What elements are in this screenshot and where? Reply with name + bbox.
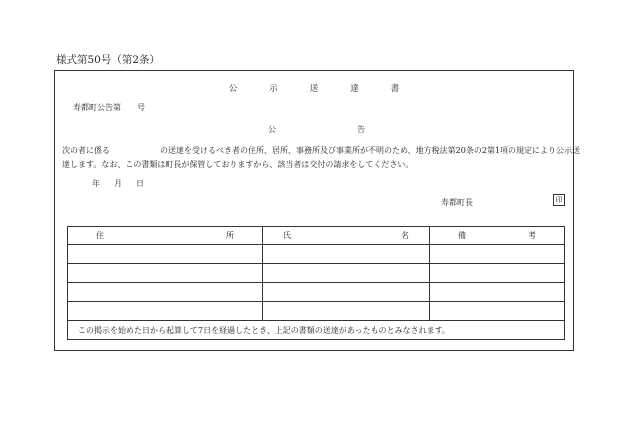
name-cell: [263, 283, 430, 302]
form-number-label: 様式第50号（第2条）: [56, 54, 161, 66]
address-cell: [68, 245, 263, 264]
seal-char: 印: [555, 196, 563, 204]
title-char: 達: [350, 84, 359, 94]
name-cell: [263, 264, 430, 283]
body-line-2: 達します。なお、この書類は町長が保管しておりますから、該当者は交付の請求をしてください。: [62, 160, 414, 169]
table-row: [68, 245, 565, 264]
header-name: 氏 名: [263, 227, 430, 245]
title-char: 公: [228, 84, 238, 94]
remarks-cell: [430, 264, 565, 283]
notice-number: 寿都町公告第 号: [73, 103, 145, 112]
remarks-cell: [430, 245, 565, 264]
table-row: [68, 302, 565, 321]
notice-frame: [54, 70, 581, 351]
header-address: 住 所: [68, 227, 263, 245]
year-label: 年: [92, 179, 100, 188]
seal-box: [553, 194, 565, 206]
body-line-1-start: 次の者に係る: [62, 146, 110, 155]
footnote-row: [68, 321, 565, 340]
day-label: 日: [136, 179, 144, 188]
table-row: [68, 283, 565, 302]
title-char: 書: [390, 84, 400, 94]
mayor-title: 寿都町長: [441, 198, 473, 207]
heading-char: 公: [268, 125, 276, 134]
name-cell: [263, 245, 430, 264]
body-line-1: [62, 144, 581, 158]
title-char: 示: [269, 84, 278, 94]
address-cell: [68, 283, 263, 302]
address-cell: [68, 302, 263, 321]
name-cell: [263, 302, 430, 321]
table-row: [68, 264, 565, 283]
table-header-row: [68, 227, 565, 245]
notice-body: [62, 144, 581, 172]
footnote: この掲示を始めた日から起算して7日を経過したとき、上記の書類の送達があったものとみなされます。: [68, 321, 565, 340]
body-line-1-rest: の送達を受けるべき者の住所、居所、事務所及び事業所が不明のため、地方税法第20条の2第1項の規定により公示送: [160, 146, 581, 155]
month-label: 月: [114, 179, 122, 188]
recipient-table: [67, 226, 565, 340]
remarks-cell: [430, 283, 565, 302]
address-cell: [68, 264, 263, 283]
title-char: 送: [309, 84, 319, 94]
date-line: [92, 178, 144, 189]
heading-char: 告: [357, 125, 365, 134]
remarks-cell: [430, 302, 565, 321]
header-remarks: 備 考: [430, 227, 565, 245]
document-title: [55, 82, 573, 94]
